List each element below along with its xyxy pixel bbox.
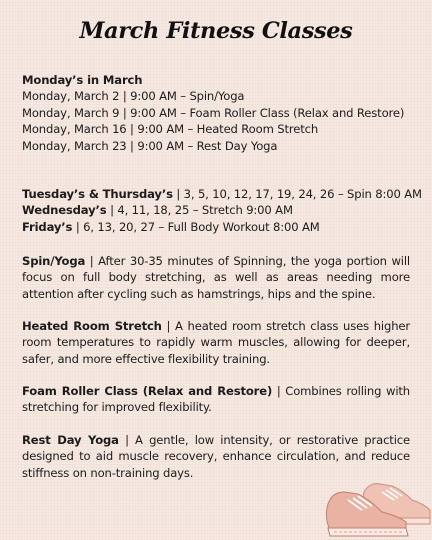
weekly-line-tue-thu xyxy=(22,186,422,202)
foam-roller-description xyxy=(22,383,410,416)
weekly-label: Friday’s xyxy=(22,219,73,234)
monday-line: Monday, March 9 | 9:00 AM – Foam Roller Class (Relax and Restore) xyxy=(22,105,405,120)
weekly-text: | 3, 5, 10, 12, 17, 19, 24, 26 – Spin 8:00 AM xyxy=(172,187,422,201)
monday-line: Monday, March 2 | 9:00 AM – Spin/Yoga xyxy=(22,89,245,104)
description-text: | A heated room stretch class uses higher room temperatures to rapidly warm muscles, allowing for deeper, safer, and more effective flexibility training. xyxy=(22,319,410,366)
weekly-text: | 4, 11, 18, 25 – Stretch 9:00 AM xyxy=(106,203,293,218)
description-text: | After 30-35 minutes of Spinning, the yoga portion will focus on full body stretching, as well as areas needing more attention after cycling such as hamstrings, hips and the spine. xyxy=(22,254,410,301)
description-text: | Combines rolling with stretching for improved flexibility. xyxy=(22,384,410,415)
description-label: Spin/Yoga xyxy=(22,254,86,268)
description-text: | A gentle, low intensity, or restorative practice designed to aid muscle recovery, enhance circulation, and reduce stiffness on non-training days. xyxy=(22,433,410,480)
heated-room-stretch-description xyxy=(22,318,410,367)
weekly-text: | 6, 13, 20, 27 – Full Body Workout 8:00 AM xyxy=(72,219,320,234)
page-title: March Fitness Classes xyxy=(79,18,353,44)
monday-line: Monday, March 16 | 9:00 AM – Heated Room Stretch xyxy=(22,122,319,137)
weekly-label: Tuesday’s & Thursday’s xyxy=(22,187,173,201)
weekly-schedule xyxy=(22,186,422,235)
description-label: Rest Day Yoga xyxy=(22,433,119,447)
weekly-line-fri xyxy=(22,219,410,235)
monday-heading: Monday’s in March xyxy=(22,73,143,87)
monday-line: Monday, March 23 | 9:00 AM – Rest Day Yoga xyxy=(22,138,278,153)
weekly-label: Wednesday’s xyxy=(22,203,107,218)
monday-schedule xyxy=(22,72,410,154)
sneakers-icon xyxy=(320,470,432,540)
description-label: Foam Roller Class (Relax and Restore) xyxy=(22,384,273,398)
weekly-line-wed xyxy=(22,202,410,218)
spin-yoga-description xyxy=(22,253,410,302)
description-label: Heated Room Stretch xyxy=(22,319,162,333)
